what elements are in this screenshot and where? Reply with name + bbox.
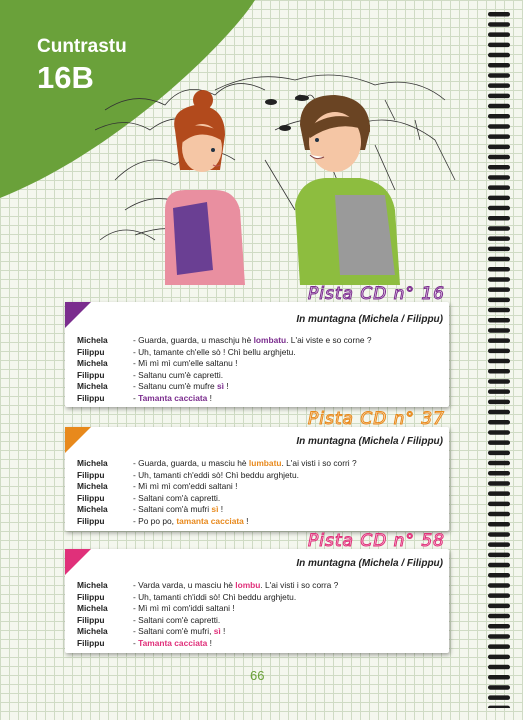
line-text-end: ! <box>224 381 229 391</box>
speaker-name: Filippu <box>77 637 105 648</box>
spiral-ring <box>488 614 510 619</box>
highlight-word: sì <box>213 626 221 636</box>
highlight-word: lombu <box>235 580 261 590</box>
speaker-name: Michela <box>77 358 108 368</box>
line-text-end: ! <box>207 392 212 403</box>
speaker-name: Filippu <box>77 346 105 357</box>
spiral-ring <box>488 236 510 241</box>
dialogue-title-2: In muntagna (Michela / Filippu) <box>296 436 443 447</box>
spiral-ring <box>488 644 510 649</box>
lesson-title: Cuntrastu <box>37 36 127 57</box>
spiral-ring <box>488 440 510 445</box>
dialogue-row <box>77 458 357 470</box>
line-text: - Guarda, guarda, u masciu hè <box>133 458 249 468</box>
dialogue-row <box>77 370 372 382</box>
spiral-ring <box>488 410 510 415</box>
spiral-ring <box>488 655 510 660</box>
spiral-ring <box>488 247 510 252</box>
line-text: - Saltani com'è mufri, <box>133 626 214 636</box>
spiral-ring <box>488 175 510 180</box>
dialogue-rows-3 <box>77 580 338 649</box>
spiral-ring <box>488 206 510 211</box>
line-text: - Mì mì mì com'iddi saltani ! <box>133 603 235 613</box>
spiral-ring <box>488 257 510 262</box>
spiral-ring <box>488 604 510 609</box>
spiral-ring <box>488 379 510 384</box>
spiral-binding <box>484 8 514 708</box>
line-text: - Saltani com'à capretti. <box>133 492 221 503</box>
spiral-ring <box>488 267 510 272</box>
spiral-ring <box>488 522 510 527</box>
dialogue-rows-1 <box>77 335 372 404</box>
spiral-ring <box>488 185 510 190</box>
speaker-name: Michela <box>77 504 108 514</box>
highlight-word: lumbatu <box>248 458 282 468</box>
girl-figure <box>165 90 245 285</box>
line-text: - Mì mì mì cum'elle saltanu ! <box>133 358 238 368</box>
line-text-end: ! <box>218 504 224 514</box>
dialogue-row <box>77 516 357 528</box>
line-text: - Varda varda, u masciu hè <box>133 580 236 590</box>
spiral-ring <box>488 389 510 394</box>
spiral-ring <box>488 583 510 588</box>
spiral-ring <box>488 502 510 507</box>
track-label-1: Pista CD n° 16 <box>308 284 445 304</box>
spiral-ring <box>488 328 510 333</box>
line-text: - Uh, tamanti ch'iddi sò! Chì beddu arghjetu. <box>133 591 297 602</box>
spiral-ring <box>488 491 510 496</box>
spiral-ring <box>488 420 510 425</box>
line-text: - Uh, tamanti ch'eddi sò! Chì beddu arghjetu. <box>133 469 299 480</box>
dialogue-row <box>77 580 338 592</box>
spiral-ring <box>488 349 510 354</box>
speaker-name: Michela <box>77 481 108 491</box>
spiral-ring <box>488 196 510 201</box>
boy-figure <box>295 95 400 285</box>
line-text-end: . L'ai visti i so corri ? <box>281 458 357 468</box>
panel-corner-2 <box>65 427 91 453</box>
panel-corner-3 <box>65 549 91 575</box>
dialogue-row <box>77 603 338 615</box>
speaker-name: Filippu <box>77 492 105 503</box>
spiral-ring <box>488 359 510 364</box>
dialogue-row <box>77 481 357 493</box>
spiral-ring <box>488 451 510 456</box>
spiral-ring <box>488 685 510 690</box>
spiral-ring <box>488 216 510 221</box>
highlight-word: tamanta cacciata <box>176 515 244 526</box>
spiral-ring <box>488 124 510 129</box>
lesson-number: 16B <box>37 60 94 95</box>
spiral-ring <box>488 675 510 680</box>
line-text-end: ! <box>220 626 226 636</box>
line-text: - Mì mì mì com'eddi saltani ! <box>133 481 238 491</box>
spiral-ring <box>488 114 510 119</box>
line-text: - <box>133 637 139 648</box>
line-text-end: . L'ai viste e so corne ? <box>286 335 372 345</box>
spiral-ring <box>488 573 510 578</box>
track-label-3: Pista CD n° 58 <box>308 531 445 551</box>
dialogue-row <box>77 393 372 405</box>
dialogue-row <box>77 358 372 370</box>
speaker-name: Filippu <box>77 591 105 602</box>
dialogue-row <box>77 504 357 516</box>
spiral-ring <box>488 94 510 99</box>
spiral-ring <box>488 461 510 466</box>
spiral-ring <box>488 165 510 170</box>
dialogue-row <box>77 626 338 638</box>
highlight-word: sì <box>217 381 224 391</box>
dialogue-title-1: In muntagna (Michela / Filippu) <box>296 314 443 325</box>
spiral-ring <box>488 155 510 160</box>
line-text: - Saltani com'è capretti. <box>133 614 221 625</box>
spiral-ring <box>488 553 510 558</box>
hikers-illustration <box>95 70 465 285</box>
dialogue-row <box>77 347 372 359</box>
speaker-name: Michela <box>77 458 108 468</box>
line-text: - Saltani com'à mufri <box>133 504 212 514</box>
dialogue-row <box>77 381 372 393</box>
spiral-ring <box>488 532 510 537</box>
highlight-word: lombatu <box>253 335 287 345</box>
speaker-name: Filippu <box>77 369 105 380</box>
spiral-ring <box>488 298 510 303</box>
line-text-end: . L'ai visti i so corra ? <box>260 580 339 590</box>
dialogue-panel-1 <box>65 284 449 407</box>
spiral-ring <box>488 104 510 109</box>
dialogue-panel-2 <box>65 409 449 531</box>
speaker-name: Filippu <box>77 469 105 480</box>
spiral-ring <box>488 430 510 435</box>
page-number: 66 <box>250 668 265 683</box>
line-text: - Po po po, <box>133 515 177 526</box>
dialogue-row <box>77 470 357 482</box>
panel-corner-1 <box>65 302 91 328</box>
spiral-ring <box>488 563 510 568</box>
highlight-word: Tamanta cacciata <box>138 392 208 403</box>
line-text: - Saltanu cum'è capretti. <box>133 369 224 380</box>
spiral-ring <box>488 308 510 313</box>
spiral-ring <box>488 512 510 517</box>
speaker-name: Michela <box>77 335 108 345</box>
spiral-ring <box>488 369 510 374</box>
spiral-ring <box>488 226 510 231</box>
line-text: - Saltanu cum'è mufre <box>133 381 217 391</box>
spiral-ring <box>488 338 510 343</box>
spiral-ring <box>488 287 510 292</box>
spiral-ring <box>488 43 510 48</box>
dialogue-row <box>77 592 338 604</box>
spiral-ring <box>488 12 510 17</box>
speaker-name: Michela <box>77 603 108 613</box>
spiral-ring <box>488 53 510 58</box>
speaker-name: Filippu <box>77 614 105 625</box>
spiral-ring <box>488 145 510 150</box>
speaker-name: Michela <box>77 381 108 391</box>
spiral-ring <box>488 134 510 139</box>
line-text: - Guarda, guarda, u maschju hè <box>133 335 254 345</box>
highlight-word: Tamanta cacciata <box>138 637 208 648</box>
dialogue-row <box>77 335 372 347</box>
dialogue-rows-2 <box>77 458 357 527</box>
spiral-ring <box>488 73 510 78</box>
spiral-ring <box>488 593 510 598</box>
spiral-ring <box>488 400 510 405</box>
spiral-ring <box>488 32 510 37</box>
line-text: - Uh, tamante ch'elle sò ! Chì bellu arghjetu. <box>133 346 296 357</box>
speaker-name: Michela <box>77 626 108 636</box>
speaker-name: Michela <box>77 580 108 590</box>
spiral-ring <box>488 471 510 476</box>
track-label-2: Pista CD n° 37 <box>308 409 445 429</box>
spiral-ring <box>488 665 510 670</box>
speaker-name: Filippu <box>77 515 105 526</box>
spiral-ring <box>488 22 510 27</box>
spiral-ring <box>488 83 510 88</box>
spiral-ring <box>488 542 510 547</box>
spiral-ring <box>488 695 510 700</box>
spiral-ring <box>488 481 510 486</box>
line-text: - <box>133 392 139 403</box>
highlight-word: sì <box>211 504 219 514</box>
dialogue-row <box>77 493 357 505</box>
line-text-end: ! <box>243 515 249 526</box>
spiral-ring <box>488 318 510 323</box>
dialogue-panel-3 <box>65 531 449 653</box>
speaker-name: Filippu <box>77 392 105 403</box>
spiral-ring <box>488 277 510 282</box>
spiral-ring <box>488 63 510 68</box>
dialogue-row <box>77 638 338 650</box>
spiral-ring <box>488 634 510 639</box>
dialogue-row <box>77 615 338 627</box>
spiral-ring <box>488 624 510 629</box>
spiral-ring <box>488 706 510 708</box>
dialogue-title-3: In muntagna (Michela / Filippu) <box>296 558 443 569</box>
line-text-end: ! <box>207 637 212 648</box>
